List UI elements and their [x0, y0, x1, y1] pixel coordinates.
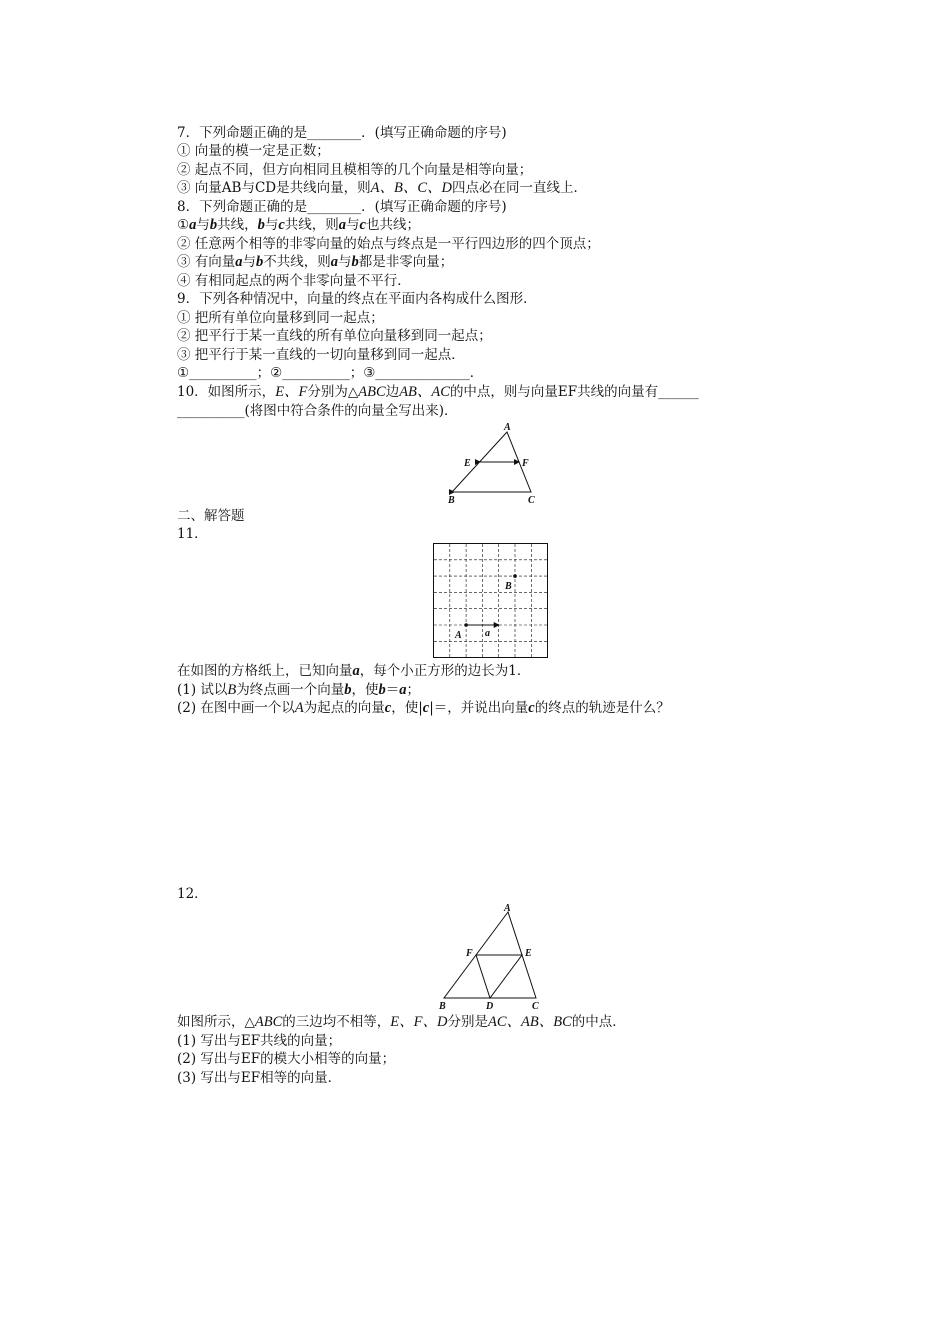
text: 与: [346, 217, 360, 233]
text: 的终点的轨迹是什么？: [534, 700, 670, 716]
text: 的中点，则与向量EF共线的向量有______: [449, 384, 699, 400]
text: 边: [385, 384, 400, 400]
label-a: A: [455, 630, 462, 641]
text: 都是非零向量；: [358, 254, 454, 270]
text: ③ 向量AB与CD是共线向量，则: [177, 180, 371, 196]
vector-c: c: [384, 700, 392, 716]
label-d: D: [486, 1001, 494, 1012]
q12-intro: [177, 1014, 626, 1031]
q9-answers: ①__________；②__________；③______________．: [177, 365, 484, 381]
text: 如图所示，△: [177, 1014, 255, 1030]
q10-line-2: __________(将图中符合条件的向量全写出来)．: [177, 403, 458, 419]
label-b: B: [439, 1001, 446, 1012]
q9-stem: 9．下列各种情况中，向量的终点在平面内各构成什么图形．: [177, 291, 537, 307]
label-b: B: [505, 581, 512, 592]
q12-part-3: (3) 写出与EF相等的向量．: [177, 1070, 342, 1086]
text: 在如图的方格纸上，已知向量: [177, 663, 353, 679]
q9-option-3: ③ 把平行于某一直线的一切向量移到同一起点．: [177, 347, 465, 363]
point-a-label: A: [294, 700, 304, 716]
label-f: F: [522, 458, 529, 469]
sides-label: AC、AB、BC: [487, 1014, 572, 1030]
section-2-title: 二、解答题: [177, 508, 245, 524]
q7-option-3: [177, 180, 587, 197]
q8-option-4: ④ 有相同起点的两个非零向量不平行．: [177, 273, 411, 289]
text: 与: [338, 254, 352, 270]
vector-a: a: [235, 254, 243, 270]
text: |＝，并说出向量: [429, 700, 529, 716]
label-e: E: [464, 458, 471, 469]
text: 为起点的向量: [303, 700, 385, 716]
q11-number: 11．: [177, 526, 208, 542]
text: 的中点．: [571, 1014, 626, 1030]
label-f: F: [466, 948, 473, 959]
text: 与: [264, 217, 279, 233]
vector-a: a: [399, 682, 407, 698]
text: 10．如图所示，: [177, 384, 276, 400]
text: ，使|: [391, 700, 423, 716]
text: ；: [406, 682, 421, 698]
text: 不共线，则: [263, 254, 331, 270]
text: ③ 有向量: [177, 254, 236, 270]
vector-c: c: [528, 700, 535, 716]
points-label: E、F: [275, 384, 308, 400]
q7-option-1: ① 向量的模一定是正数；: [177, 143, 330, 159]
triangle-fed: [476, 955, 522, 998]
text: 与: [196, 217, 210, 233]
text: ，使: [351, 682, 379, 698]
vector-b: b: [256, 254, 264, 270]
text: ＝: [385, 682, 400, 698]
vector-b: b: [344, 682, 352, 698]
vector-a: a: [338, 217, 347, 233]
q8-option-1: [177, 217, 420, 234]
points-label: E、F、D: [390, 1014, 448, 1030]
text: 分别是: [447, 1014, 488, 1030]
q12-triangle-figure: [432, 900, 552, 1012]
triangle-label: ABC: [254, 1014, 283, 1030]
q12-number: 12．: [177, 886, 208, 902]
points-label: A、B、C、D: [370, 180, 452, 196]
q10-line-1: [177, 384, 699, 401]
label-b: B: [448, 495, 455, 506]
q12-part-1: (1) 写出与EF共线的向量；: [177, 1033, 342, 1049]
label-a: A: [504, 422, 511, 433]
q11-grid-figure: [433, 543, 549, 659]
q11-part-2: [177, 700, 670, 717]
sides-label: AB、AC: [399, 384, 450, 400]
grid-lines: [434, 544, 547, 657]
label-a: A: [504, 903, 511, 914]
text: 的三边均不相等，: [282, 1014, 391, 1030]
q10-triangle-figure: [440, 420, 550, 510]
point-b: [513, 574, 517, 578]
q7-stem: 7．下列命题正确的是________．(填写正确命题的序号): [177, 125, 507, 141]
text: ，每个小正方形的边长为1．: [359, 663, 531, 679]
q8-option-2: ② 任意两个相等的非零向量的始点与终点是一平行四边形的四个顶点；: [177, 236, 600, 252]
grid-border: [434, 544, 548, 658]
q8-stem: 8．下列命题正确的是________．(填写正确命题的序号): [177, 199, 507, 215]
text: 分别为△: [307, 384, 359, 400]
q11-part-1: [177, 682, 420, 699]
vector-c: c: [359, 217, 366, 233]
text: 共线，: [217, 217, 258, 233]
text: (2) 在图中画一个以: [177, 700, 295, 716]
vector-b: b: [378, 682, 386, 698]
vector-b: b: [209, 217, 218, 233]
vector-b: b: [257, 217, 265, 233]
point-b-label: B: [227, 682, 237, 698]
text: 为终点画一个向量: [236, 682, 345, 698]
vector-a: a: [352, 663, 360, 679]
q8-option-3: [177, 254, 453, 271]
text: 与: [242, 254, 257, 270]
q9-option-2: ② 把平行于某一直线的所有单位向量移到同一起点；: [177, 328, 492, 344]
vector-b: b: [351, 254, 359, 270]
q7-option-2: ② 起点不同，但方向相同且模相等的几个向量是相等向量；: [177, 162, 533, 178]
text: ①: [177, 217, 190, 233]
label-c: C: [528, 495, 535, 506]
text: (1) 试以: [177, 682, 228, 698]
q11-intro: [177, 663, 530, 680]
triangle-label: ABC: [358, 384, 386, 400]
q12-part-2: (2) 写出与EF的模大小相等的向量；: [177, 1051, 396, 1067]
q9-option-1: ① 把所有单位向量移到同一起点；: [177, 310, 384, 326]
label-c: C: [532, 1001, 539, 1012]
vector-c: c: [278, 217, 285, 233]
vector-a: a: [330, 254, 339, 270]
label-e: E: [525, 948, 532, 959]
vector-a: a: [189, 217, 197, 233]
label-vector-a: a: [485, 628, 490, 639]
text: 共线，则: [284, 217, 339, 233]
text: 四点必在同一直线上．: [451, 180, 587, 196]
text: 也共线；: [365, 217, 420, 233]
vector-c: c: [422, 700, 430, 716]
